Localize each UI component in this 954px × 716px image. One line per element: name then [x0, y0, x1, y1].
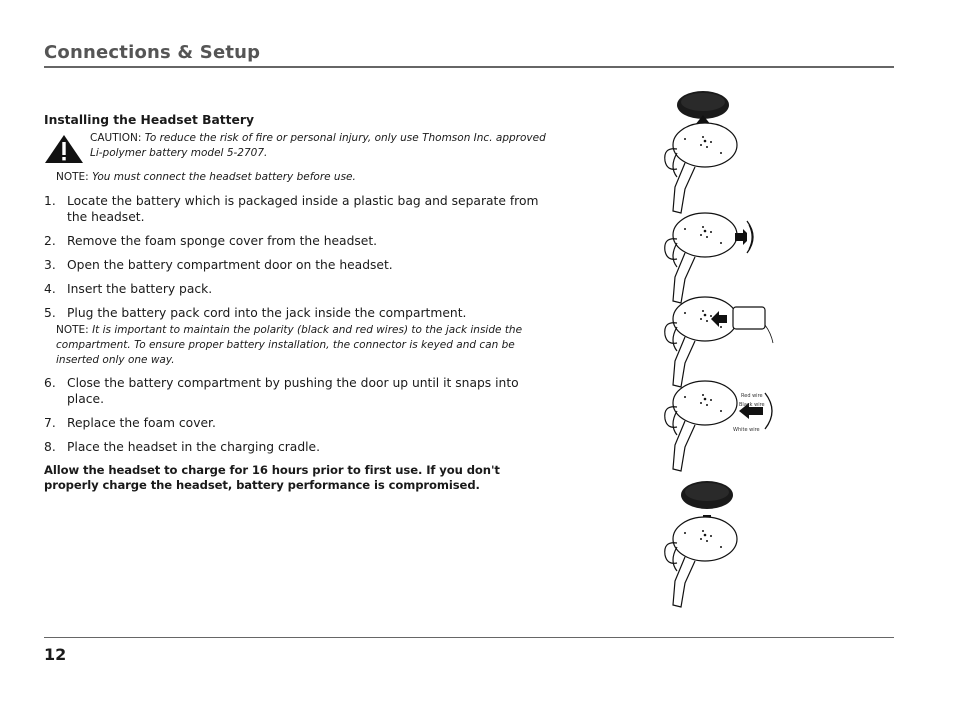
step-number: 3.: [44, 258, 56, 272]
caution-label: CAUTION:: [90, 132, 142, 144]
note-body: It is important to maintain the polarity (black and red wires) to the jack inside the compartment. To ensure proper battery installation, the connector is keyed and can be inserted only one way.: [56, 324, 523, 366]
step-number: 6.: [44, 376, 56, 390]
list-item: [44, 257, 549, 273]
step-text: Insert the battery pack.: [67, 282, 213, 296]
note-label: NOTE:: [56, 324, 89, 336]
black-wire-label: Black wire: [739, 402, 765, 408]
charging-instruction-rest: If you don't properly charge the headset, battery performance is compromised: [44, 463, 500, 492]
step-text: Remove the foam sponge cover from the headset.: [67, 234, 378, 248]
step-number: 4.: [44, 282, 56, 296]
section-heading: Installing the Headset Battery: [44, 113, 254, 127]
footer-divider: [44, 637, 894, 638]
step-text: Close the battery compartment by pushing the door up until it snaps into place.: [67, 376, 519, 406]
step-number: 8.: [44, 440, 56, 454]
battery-installation-illustration: [655, 85, 785, 615]
step-text: Replace the foam cover.: [67, 416, 216, 430]
warning-triangle-icon: [44, 134, 84, 164]
illustration-step-remove-cover: [665, 91, 737, 213]
note-body: You must connect the headset battery before use.: [92, 171, 356, 183]
steps-list: [44, 193, 549, 321]
red-wire-label: Red wire: [741, 393, 763, 399]
illustration-step-close-door: [665, 381, 772, 471]
list-item: [44, 375, 549, 407]
charging-instruction-end: .: [475, 478, 480, 492]
step-text: Plug the battery pack cord into the jack inside the compartment.: [67, 306, 467, 320]
header-divider: [44, 66, 894, 68]
main-content: [44, 112, 549, 493]
step-text: Locate the battery which is packaged inside a plastic bag and separate from the headset.: [67, 194, 539, 224]
charging-instruction: [44, 463, 549, 493]
steps-list-continued: [44, 375, 549, 455]
note-polarity: [56, 323, 526, 368]
caution-text: [90, 131, 549, 161]
list-item: [44, 281, 549, 297]
step-text: Open the battery compartment door on the headset.: [67, 258, 393, 272]
note-label: NOTE:: [56, 171, 89, 183]
illustration-step-open-door: [665, 213, 753, 303]
step-number: 1.: [44, 194, 56, 208]
list-item: [44, 233, 549, 249]
list-item: [44, 305, 549, 321]
illustration-step-insert-battery: [665, 297, 773, 387]
list-item: [44, 193, 549, 225]
step-number: 5.: [44, 306, 56, 320]
caution-body: To reduce the risk of fire or personal injury, only use Thomson Inc. approved Li-polymer battery model 5-2707.: [90, 132, 546, 159]
note-connect-battery: [56, 170, 549, 185]
list-item: [44, 439, 549, 455]
page-number: 12: [44, 645, 67, 664]
charging-instruction-bold: Allow the headset to charge for 16 hours prior to first use.: [44, 463, 423, 477]
white-wire-label: White wire: [733, 427, 760, 433]
step-text: Place the headset in the charging cradle.: [67, 440, 321, 454]
step-number: 7.: [44, 416, 56, 430]
step-number: 2.: [44, 234, 56, 248]
page-title: Connections & Setup: [44, 42, 261, 63]
list-item: [44, 415, 549, 431]
caution-block: [44, 131, 549, 164]
illustration-step-replace-cover: [665, 481, 737, 607]
